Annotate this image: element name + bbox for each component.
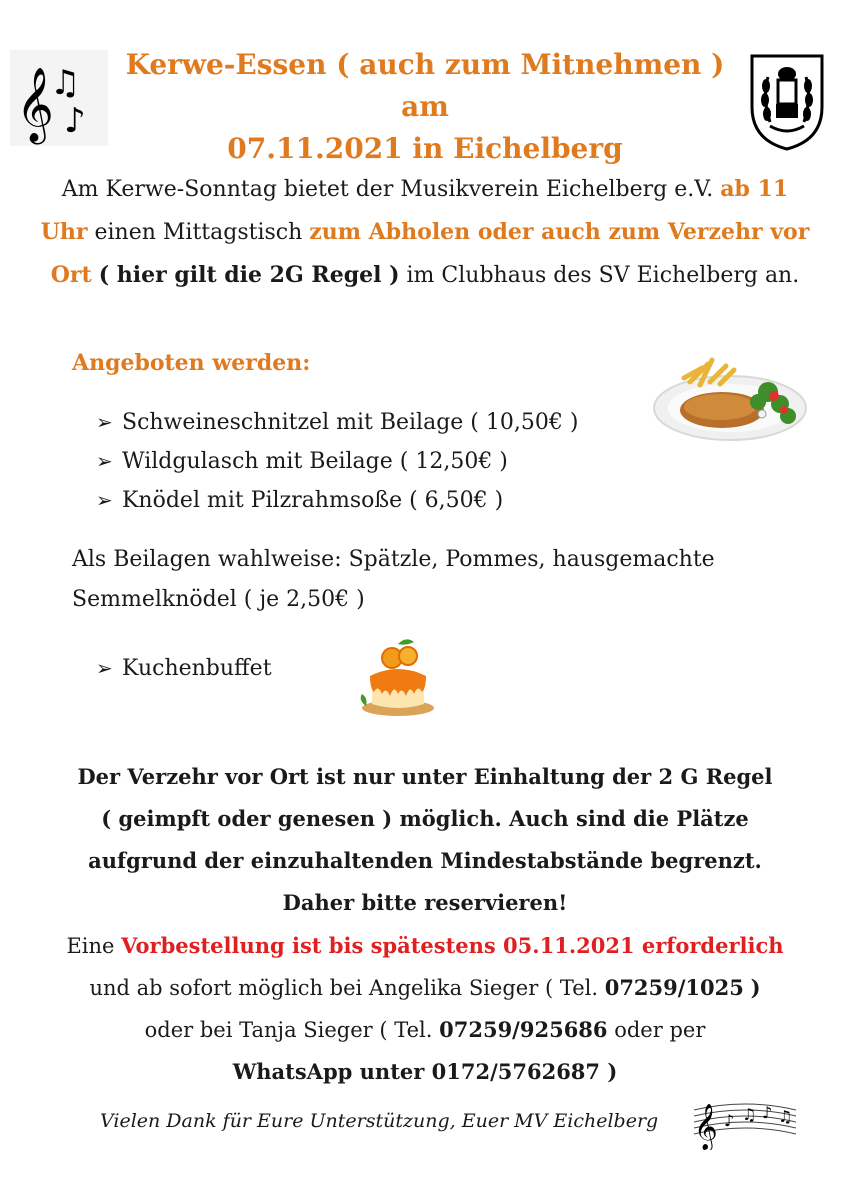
notice-line-4: Daher bitte reservieren! bbox=[282, 890, 568, 915]
svg-text:♪: ♪ bbox=[724, 1111, 735, 1130]
title-line-1: Kerwe-Essen ( auch zum Mitnehmen ) am bbox=[125, 48, 725, 123]
phone-angelika: 07259/1025 bbox=[604, 975, 744, 1000]
arrow-bullet-icon: ➢ bbox=[96, 449, 113, 473]
intro-text-3: im Clubhaus des SV Eichelberg an. bbox=[406, 263, 800, 288]
menu-item bbox=[96, 403, 578, 442]
svg-text:♫: ♫ bbox=[778, 1107, 793, 1126]
intro-2g-rule: ( hier gilt die 2G Regel ) bbox=[98, 262, 400, 288]
preorder-text-e: ) bbox=[750, 975, 761, 1000]
svg-text:♫: ♫ bbox=[742, 1105, 757, 1124]
notice-line-3: aufgrund der einzuhaltenden Mindestabstände begrenzt. bbox=[88, 848, 762, 873]
preorder-text-a: Eine bbox=[66, 934, 115, 958]
preorder-text-c: und ab sofort möglich bei Angelika Sieger ( Tel. bbox=[89, 976, 599, 1000]
intro-time: ab 11 Uhr bbox=[40, 176, 789, 245]
cake-buffet-label: Kuchenbuffet bbox=[122, 656, 272, 681]
svg-text:𝄞: 𝄞 bbox=[694, 1104, 718, 1150]
intro-paragraph bbox=[40, 168, 810, 297]
menu-item bbox=[96, 481, 578, 520]
preorder-deadline: Vorbestellung ist bis spätestens 05.11.2021 erforderlich bbox=[121, 933, 784, 958]
notice-paragraph bbox=[40, 756, 810, 924]
phone-tanja: 07259/925686 bbox=[439, 1017, 608, 1042]
menu-item-label: Schweineschnitzel mit Beilage ( 10,50€ ) bbox=[122, 410, 579, 435]
music-notes-icon bbox=[10, 50, 108, 146]
intro-text-1: Am Kerwe-Sonntag bietet der Musikverein Eichelberg e.V. bbox=[61, 177, 714, 202]
menu-item-label: Wildgulasch mit Beilage ( 12,50€ ) bbox=[122, 449, 508, 474]
cake-icon bbox=[352, 632, 444, 724]
arrow-bullet-icon: ➢ bbox=[96, 410, 113, 434]
preorder-paragraph bbox=[40, 925, 810, 1093]
svg-text:♪: ♪ bbox=[64, 101, 86, 141]
intro-pickup: zum Abholen oder auch zum Verzehr vor Ort bbox=[50, 219, 810, 288]
notice-line-1: Der Verzehr vor Ort ist nur unter Einhaltung der 2 G Regel bbox=[77, 764, 773, 789]
crest-icon bbox=[748, 52, 826, 152]
arrow-bullet-icon: ➢ bbox=[96, 488, 113, 512]
side-dishes-text bbox=[72, 540, 772, 620]
arrow-bullet-icon: ➢ bbox=[96, 656, 113, 680]
intro-text-2: einen Mittagstisch bbox=[94, 220, 303, 245]
music-staff-icon bbox=[690, 1090, 800, 1150]
whatsapp-number: WhatsApp unter 0172/5762687 ) bbox=[232, 1059, 618, 1084]
cake-buffet-item bbox=[96, 656, 272, 681]
side-dishes-line-2: Semmelknödel ( je 2,50€ ) bbox=[72, 587, 365, 612]
title-line-2: 07.11.2021 in Eichelberg bbox=[227, 132, 623, 165]
menu-item-label: Knödel mit Pilzrahmsoße ( 6,50€ ) bbox=[122, 488, 504, 513]
preorder-text-h: oder per bbox=[614, 1018, 706, 1042]
side-dishes-line-1: Als Beilagen wahlweise: Spätzle, Pommes, hausgemachte bbox=[72, 547, 715, 572]
notice-line-2: ( geimpft oder genesen ) möglich. Auch sind die Plätze bbox=[101, 806, 749, 831]
menu-list bbox=[96, 403, 578, 520]
footer-thanks: Vielen Dank für Eure Unterstützung, Euer MV Eichelberg bbox=[100, 1110, 659, 1132]
page-title bbox=[110, 44, 740, 170]
svg-text:𝄞: 𝄞 bbox=[16, 68, 54, 142]
preorder-text-f: oder bei Tanja Sieger ( Tel. bbox=[144, 1018, 433, 1042]
offer-heading: Angeboten werden: bbox=[72, 350, 311, 376]
svg-text:♪: ♪ bbox=[762, 1103, 773, 1122]
menu-item bbox=[96, 442, 578, 481]
food-plate-icon bbox=[650, 330, 810, 450]
svg-text:♫: ♫ bbox=[50, 63, 81, 103]
